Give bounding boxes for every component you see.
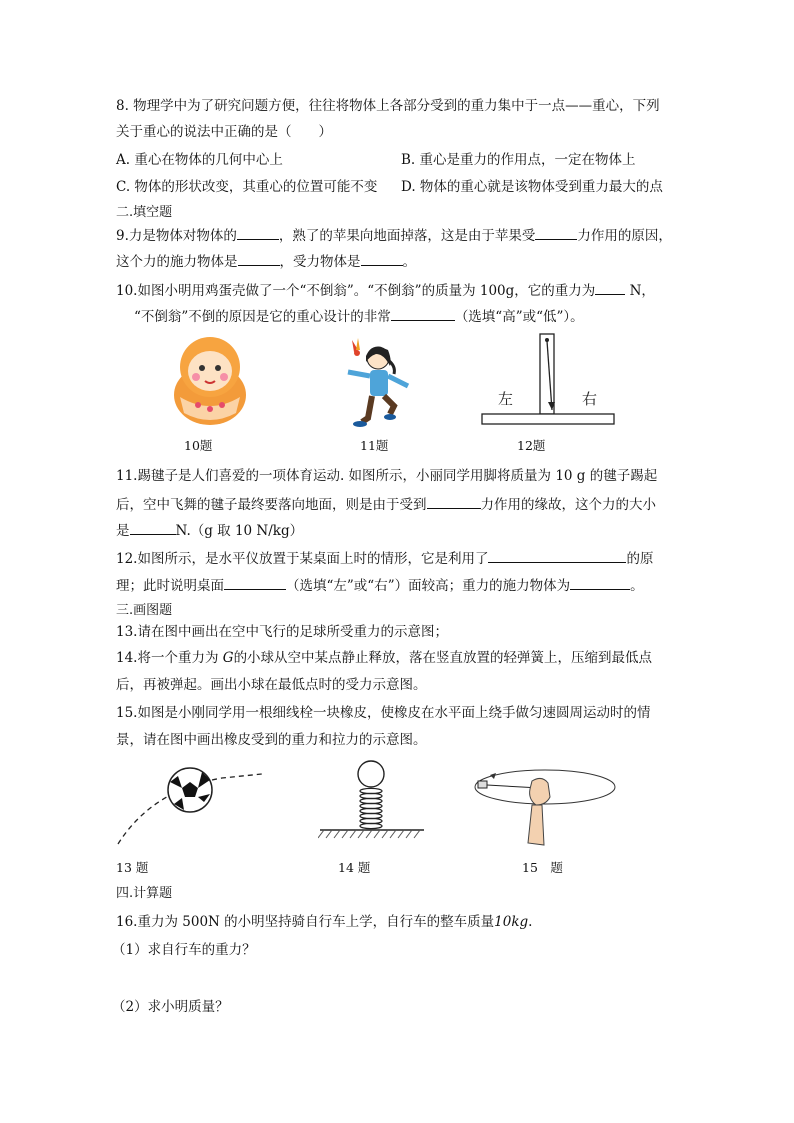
q12-text-2a: 理；此时说明桌面 [116,578,224,594]
q8-stem-line2: 关于重心的说法中正确的是（ ） [116,124,332,140]
eraser-circular-motion-figure [470,765,620,847]
caption-fig12: 12题 [517,438,546,453]
q10-blank-2[interactable] [391,306,455,321]
level-left-label: 左 [498,390,514,408]
q10-line1 [116,280,655,301]
q9-blank-4[interactable] [361,251,403,266]
q10-text-1: 10.如图小明用鸡蛋壳做了一个“不倒翁”。“不倒翁”的质量为 100g，它的重力为 [116,283,596,299]
q9-text-6: 。 [402,254,416,270]
q16-sub2: （2）求小明质量？ [112,999,229,1015]
q14-text-1a: 14.将一个重力为 [116,650,223,666]
q15-line1: 15.如图是小刚同学用一根细线栓一块橡皮，使橡皮在水平面上绕手做匀速圆周运动时的情 [116,705,651,721]
caption-fig15: 15 题 [522,860,563,875]
q10-blank-1[interactable] [595,280,625,295]
q14-line2: 后，再被弹起。画出小球在最低点时的受力示意图。 [116,677,427,693]
q8-option-c: C. 物体的形状改变，其重心的位置可能不变 [116,179,378,195]
q14-text-1b: 的小球从空中某点静止释放，落在竖直放置的轻弹簧上，压缩到最低点 [233,650,653,666]
q9-text-3: 力作用的原因， [577,228,672,244]
q8-option-d: D. 物体的重心就是该物体受到重力最大的点 [401,179,663,195]
girl-kicking-shuttlecock-figure [332,332,422,438]
football-trajectory-figure [112,760,272,850]
q12-text-1b: 的原 [626,551,654,567]
q12-text-2b: （选填“左”或“右”）面较高；重力的施力物体为 [286,578,571,594]
q13-text: 13.请在图中画出在空中飞行的足球所受重力的示意图； [116,624,448,640]
q10-text-4: （选填“高”或“低”）。 [454,309,584,325]
spirit-level-figure [478,332,618,428]
q10-text-3: “不倒翁”不倒的原因是它的重心设计的非常 [134,309,391,325]
q11-blank-1[interactable] [427,494,481,509]
q9-blank-1[interactable] [237,225,279,240]
section-drawing: 三.画图题 [116,603,173,618]
q9-blank-2[interactable] [535,225,577,240]
q16-text-1c: . [528,914,533,930]
ball-on-spring-figure [318,758,426,846]
q12-text-2c: 。 [630,578,644,594]
caption-fig14: 14 题 [338,860,371,875]
level-right-label: 右 [582,390,598,408]
q9-text-1: 9.力是物体对物体的 [116,228,237,244]
q9-blank-3[interactable] [238,251,280,266]
q11-line2 [116,494,656,515]
q16-mass-value: 10kg [494,914,529,930]
caption-fig11: 11题 [360,438,389,453]
q16-text-1a: 16.重力为 500N 的小明坚持骑自行车上学，自行车的整车质量 [116,914,495,930]
q9-text-5: ，受力物体是 [279,254,361,270]
q14-line1 [116,648,652,668]
q11-blank-2[interactable] [130,520,176,535]
q11-text-3b: N.（g 取 10 N/kg） [175,523,304,539]
caption-fig13: 13 题 [116,860,149,875]
q11-line3 [116,520,303,541]
q11-text-2b: 力作用的缘故，这个力的大小 [480,497,656,513]
q12-blank-1[interactable] [488,548,626,563]
q8-option-a: A. 重心在物体的几何中心上 [116,152,283,168]
q12-line1 [116,548,653,569]
q9-line1 [116,225,672,246]
caption-fig10: 10题 [184,438,213,453]
q12-line2 [116,575,644,596]
q9-text-4: 这个力的施力物体是 [116,254,238,270]
q11-text-2a: 后，空中飞舞的毽子最终要落向地面，则是由于受到 [116,497,427,513]
section-calculation: 四.计算题 [116,886,173,901]
q16-sub1: （1）求自行车的重力？ [112,942,256,958]
q10-line2 [134,306,584,327]
q12-blank-2[interactable] [224,575,286,590]
q9-text-2: ，熟了的苹果向地面掉落，这是由于苹果受 [278,228,536,244]
q8-stem-line1: 8. 物理学中为了研究问题方便，往往将物体上各部分受到的重力集中于一点——重心，下列 [116,98,660,114]
tumbler-doll-figure [170,335,250,427]
q11-line1: 11.踢毽子是人们喜爱的一项体育运动. 如图所示，小丽同学用脚将质量为 10 g 的毽子踢起 [116,468,658,484]
q8-option-b: B. 重心是重力的作用点，一定在物体上 [401,152,636,168]
q12-blank-3[interactable] [570,575,630,590]
q10-text-2: N， [625,283,655,299]
q12-text-1a: 12.如图所示，是水平仪放置于某桌面上时的情形，它是利用了 [116,551,489,567]
q9-line2 [116,251,416,272]
q14-variable-g: G [222,650,234,666]
q16-line1 [116,912,532,932]
section-fill-in: 二.填空题 [116,205,173,220]
q11-text-3a: 是 [116,523,130,539]
q15-line2: 景，请在图中画出橡皮受到的重力和拉力的示意图。 [116,732,427,748]
